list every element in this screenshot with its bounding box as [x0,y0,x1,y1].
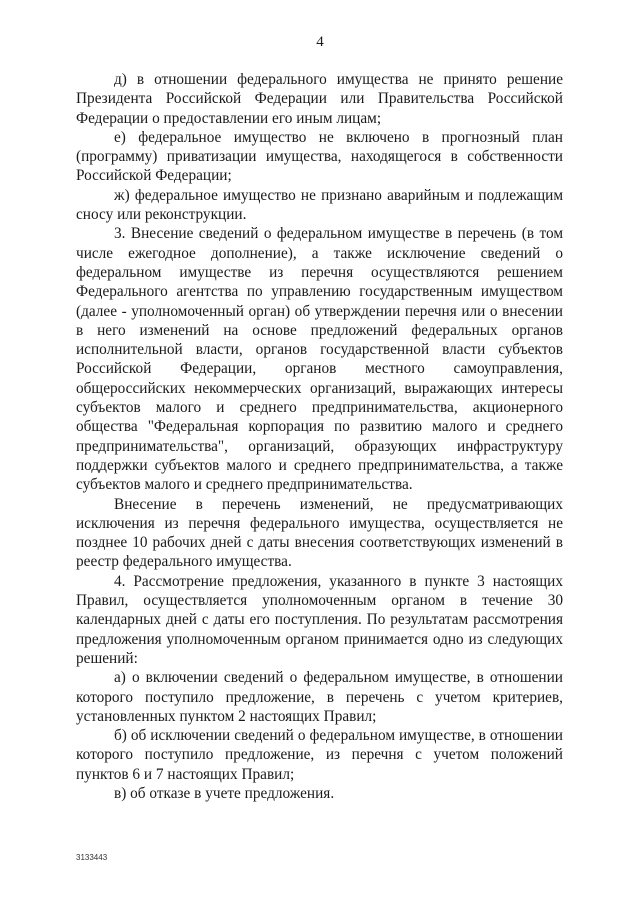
paragraph-4: 4. Рассмотрение предложения, указанного в пункте 3 настоящих Правил, осуществляется уполномоченным органом в течение 30 календарных дней с даты его поступления. По результатам рассмотрения предложения уполномоченным органом принимается одно из следующих решений: [76,572,563,667]
paragraph-4a: а) о включении сведений о федеральном имуществе, в отношении которого поступило предложение, в перечень с учетом критериев, установленных пунктом 2 настоящих Правил; [76,669,563,725]
paragraph-zh: ж) федеральное имущество не признано аварийным и подлежащим сносу или реконструкции. [76,186,563,224]
document-code: 3133443 [76,853,108,862]
paragraph-d: д) в отношении федерального имущества не принято решение Президента Российской Федерации или Правительства Российской Федерации о предоставлении его иным лицам; [76,71,563,127]
paragraph-4b: б) об исключении сведений о федеральном имуществе, в отношении которого поступило предложение, из перечня с учетом положений пунктов 6 и 7 настоящих Правил; [76,727,563,783]
paragraph-4v: в) об отказе в учете предложения. [114,784,335,802]
page-number: 4 [316,34,324,50]
paragraph-3-changes: Внесение в перечень изменений, не предусматривающих исключения из перечня федерального имущества, осуществляется не позднее 10 рабочих дней с даты внесения соответствующих изменений в реестр федерального имущества. [76,495,563,571]
paragraph-e: е) федеральное имущество не включено в прогнозный план (программу) приватизации имущества, находящегося в собственности Российской Федерации; [76,128,563,185]
document-body [76,70,563,803]
paragraph-3: 3. Внесение сведений о федеральном имуществе в перечень (в том числе ежегодное дополнение), а также исключение сведений о федеральном имуществе из перечня осуществляются решением Федерального агентства по управлению государственным имуществом (далее - уполномоченный орган) об утверждении перечня или о внесении в него изменений на основе предложений федеральных органов исполнительной власти, органов государственной власти субъектов Российской Федерации, органов местного самоуправления, общероссийских некоммерческих организаций, выражающих интересы субъектов малого и среднего предпринимательства, акционерного общества "Федеральная корпорация по развитию малого и среднего предпринимательства", организаций, образующих инфраструктуру поддержки субъектов малого и среднего предпринимательства, а также субъектов малого и среднего предпринимательства. [76,225,563,494]
